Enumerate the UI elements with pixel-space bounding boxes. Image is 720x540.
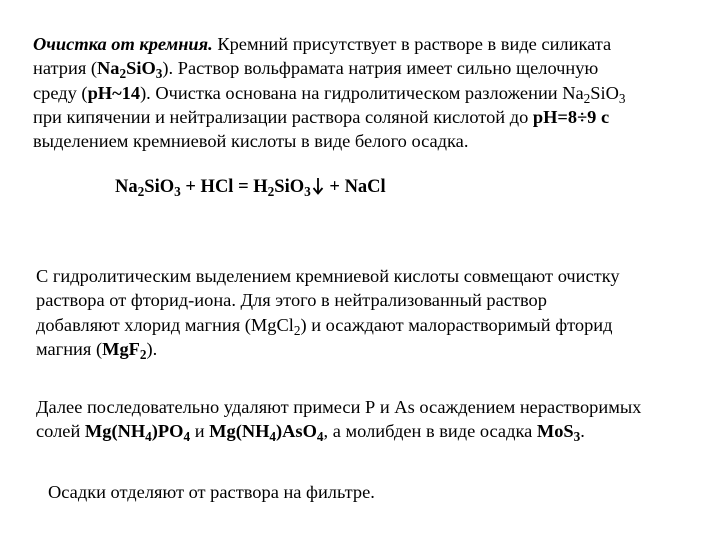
p2-line-3: добавляют хлорид магния (MgCl$_2$) и осаждают малорастворимый фторид [36, 314, 613, 338]
p1-line-3: среду (pH~14). Очистка основана на гидролитическом разложении $Na_2SiO_3$ [33, 82, 626, 106]
p3-line-2: солей $Mg(NH_4)PO_4$ и $Mg(NH_4)AsO_4$, а молибден в виде осадка MoS$_3$. [36, 421, 585, 445]
paragraph-filtration [48, 480, 688, 504]
p4-line-1: Осадки отделяют от раствора на фильтре. [48, 482, 375, 502]
p2-line-2: раствора от фторид-иона. Для этого в нейтрализованный раствор [36, 290, 547, 311]
paragraph-fluoride-removal [36, 264, 696, 361]
p2-line-4: магния (MgF$_2$). [36, 338, 158, 362]
chemical-equation: $Na_2SiO_3$ + HCl = $H_2SiO_3$ + NaCl [115, 175, 386, 202]
p1-line-2: натрия $(Na_2SiO_3)$. Раствор вольфрамата натрия имеет сильно щелочную [33, 58, 599, 82]
paragraph-p-as-mo-removal [36, 395, 706, 444]
p1-line-1: Очистка от кремния. Кремний присутствует в растворе в виде силиката [33, 34, 612, 54]
heading-silicon-removal: Очистка от кремния. [33, 34, 213, 54]
p2-line-1: С гидролитическим выделением кремниевой кислоты совмещают очистку [36, 266, 620, 286]
p3-line-1: Далее последовательно удаляют примеси Р и As осаждением нерастворимых [36, 397, 642, 417]
down-arrow-icon [312, 177, 324, 202]
p1-line-5: выделением кремниевой кислоты в виде белого осадка. [33, 131, 469, 152]
p1-line-4: при кипячении и нейтрализации раствора соляной кислотой до pH=8÷9 с [33, 106, 610, 127]
paragraph-silicon-removal [33, 32, 693, 153]
